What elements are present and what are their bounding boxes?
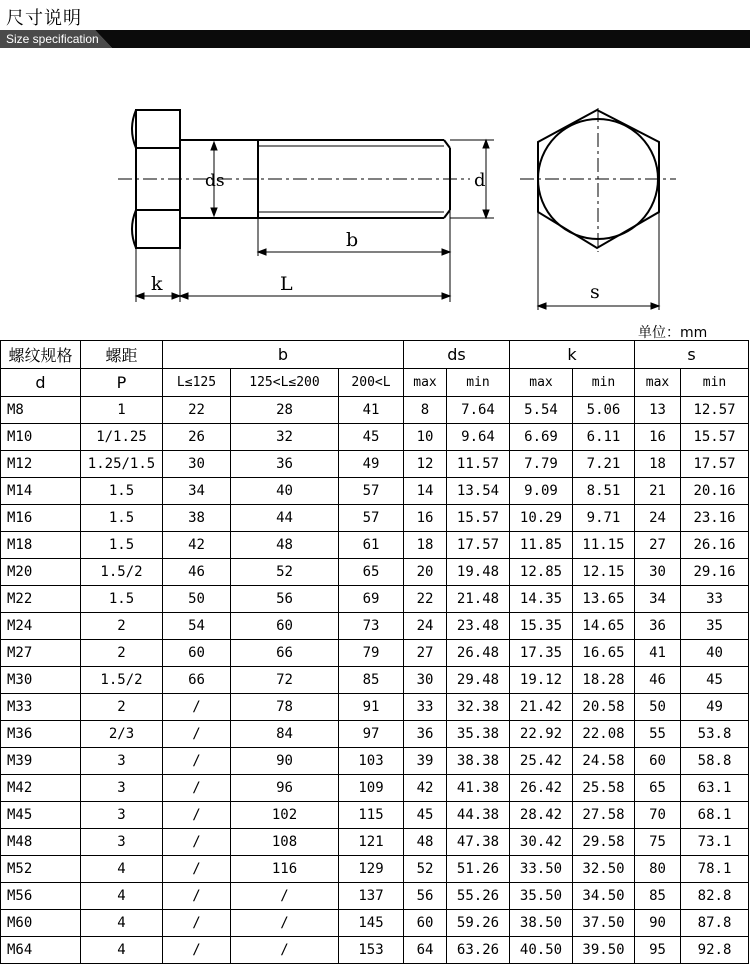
cell-s-max: 41 [635, 640, 681, 667]
cell-thread: M42 [1, 775, 81, 802]
cell-thread: M56 [1, 883, 81, 910]
cell-thread: M12 [1, 451, 81, 478]
cell-b-l125: 30 [163, 451, 231, 478]
cell-b-l125: / [163, 883, 231, 910]
cell-k-max: 5.54 [510, 397, 573, 424]
cell-ds-max: 24 [404, 613, 447, 640]
table-row [1, 478, 749, 505]
cell-ds-min: 35.38 [447, 721, 510, 748]
cell-s-max: 46 [635, 667, 681, 694]
cell-ds-min: 32.38 [447, 694, 510, 721]
cell-ds-min: 38.38 [447, 748, 510, 775]
cell-s-min: 58.8 [681, 748, 749, 775]
cell-pitch: 2/3 [81, 721, 163, 748]
cell-k-min: 29.58 [573, 829, 635, 856]
cell-k-min: 7.21 [573, 451, 635, 478]
cell-s-max: 50 [635, 694, 681, 721]
cell-b-l125: / [163, 721, 231, 748]
cell-pitch: 3 [81, 829, 163, 856]
table-row [1, 559, 749, 586]
cell-b-l125: / [163, 802, 231, 829]
cell-s-min: 17.57 [681, 451, 749, 478]
cell-b-l125: / [163, 937, 231, 964]
cell-s-min: 82.8 [681, 883, 749, 910]
cell-k-max: 35.50 [510, 883, 573, 910]
cell-k-min: 13.65 [573, 586, 635, 613]
cell-pitch: 4 [81, 937, 163, 964]
cell-b-l125: 22 [163, 397, 231, 424]
cell-b-l125: / [163, 775, 231, 802]
cell-k-max: 10.29 [510, 505, 573, 532]
cell-b-l125: 26 [163, 424, 231, 451]
cell-ds-min: 11.57 [447, 451, 510, 478]
cell-pitch: 1/1.25 [81, 424, 163, 451]
cell-k-min: 22.08 [573, 721, 635, 748]
cell-k-min: 12.15 [573, 559, 635, 586]
cell-ds-max: 30 [404, 667, 447, 694]
cell-k-max: 22.92 [510, 721, 573, 748]
col-k-min: min [573, 369, 635, 397]
cell-s-max: 27 [635, 532, 681, 559]
cell-s-min: 78.1 [681, 856, 749, 883]
s-label: s [590, 281, 600, 303]
table-row [1, 694, 749, 721]
table-row [1, 937, 749, 964]
cell-k-max: 12.85 [510, 559, 573, 586]
cell-b-lover200: 129 [339, 856, 404, 883]
cell-k-max: 19.12 [510, 667, 573, 694]
cell-k-max: 38.50 [510, 910, 573, 937]
col-s-min: min [681, 369, 749, 397]
cell-b-lover200: 137 [339, 883, 404, 910]
cell-ds-min: 51.26 [447, 856, 510, 883]
cell-ds-max: 12 [404, 451, 447, 478]
cell-k-max: 21.42 [510, 694, 573, 721]
cell-ds-min: 9.64 [447, 424, 510, 451]
cell-ds-min: 19.48 [447, 559, 510, 586]
cell-ds-max: 52 [404, 856, 447, 883]
title-bar-shape [0, 30, 750, 48]
table-row [1, 640, 749, 667]
cell-pitch: 2 [81, 640, 163, 667]
bolt-drawing-svg [0, 80, 750, 320]
cell-k-min: 32.50 [573, 856, 635, 883]
cell-ds-min: 7.64 [447, 397, 510, 424]
unit-label: 单位：mm [638, 325, 708, 341]
cell-b-lover200: 85 [339, 667, 404, 694]
cell-b-l200: 108 [231, 829, 339, 856]
cell-s-min: 33 [681, 586, 749, 613]
cell-s-min: 12.57 [681, 397, 749, 424]
cell-ds-min: 47.38 [447, 829, 510, 856]
cell-s-max: 60 [635, 748, 681, 775]
cell-s-min: 23.16 [681, 505, 749, 532]
cell-k-min: 37.50 [573, 910, 635, 937]
col-thread-cn: 螺纹规格 [1, 341, 81, 369]
cell-s-min: 35 [681, 613, 749, 640]
cell-b-l200: 102 [231, 802, 339, 829]
col-ds: ds [404, 341, 510, 369]
cell-ds-max: 39 [404, 748, 447, 775]
col-b: b [163, 341, 404, 369]
cell-s-min: 26.16 [681, 532, 749, 559]
cell-pitch: 1.25/1.5 [81, 451, 163, 478]
cell-b-l125: 54 [163, 613, 231, 640]
col-ds-min: min [447, 369, 510, 397]
cell-k-min: 34.50 [573, 883, 635, 910]
cell-k-max: 33.50 [510, 856, 573, 883]
end-chamfer-bottom [444, 210, 450, 218]
cell-b-lover200: 73 [339, 613, 404, 640]
cell-pitch: 1.5 [81, 532, 163, 559]
cell-ds-max: 27 [404, 640, 447, 667]
cell-ds-max: 45 [404, 802, 447, 829]
cell-b-l200: 96 [231, 775, 339, 802]
cell-b-l125: / [163, 856, 231, 883]
cell-thread: M60 [1, 910, 81, 937]
cell-ds-min: 26.48 [447, 640, 510, 667]
cell-b-lover200: 65 [339, 559, 404, 586]
cell-k-min: 16.65 [573, 640, 635, 667]
k-label: k [151, 273, 163, 295]
cell-b-lover200: 57 [339, 505, 404, 532]
table-row [1, 505, 749, 532]
cell-b-lover200: 69 [339, 586, 404, 613]
cell-b-l125: 50 [163, 586, 231, 613]
cell-ds-max: 16 [404, 505, 447, 532]
cell-ds-max: 14 [404, 478, 447, 505]
cell-pitch: 4 [81, 910, 163, 937]
cell-ds-max: 20 [404, 559, 447, 586]
col-b-lover200: 200<L [339, 369, 404, 397]
cell-b-lover200: 109 [339, 775, 404, 802]
d-label: d [474, 170, 486, 191]
cell-thread: M18 [1, 532, 81, 559]
cell-s-max: 65 [635, 775, 681, 802]
cell-s-max: 24 [635, 505, 681, 532]
col-s-max: max [635, 369, 681, 397]
col-pitch-sym: P [81, 369, 163, 397]
cell-ds-max: 8 [404, 397, 447, 424]
cell-s-max: 85 [635, 883, 681, 910]
cell-b-lover200: 97 [339, 721, 404, 748]
table-body [1, 397, 749, 964]
title-bar [0, 30, 750, 48]
cell-ds-min: 23.48 [447, 613, 510, 640]
cell-s-max: 34 [635, 586, 681, 613]
cell-b-l125: 46 [163, 559, 231, 586]
cell-b-lover200: 91 [339, 694, 404, 721]
cell-k-min: 20.58 [573, 694, 635, 721]
cell-k-max: 25.42 [510, 748, 573, 775]
cell-b-l200: 72 [231, 667, 339, 694]
cell-s-min: 45 [681, 667, 749, 694]
cell-b-l200: 52 [231, 559, 339, 586]
cell-s-max: 55 [635, 721, 681, 748]
cell-k-min: 6.11 [573, 424, 635, 451]
cell-b-l125: / [163, 748, 231, 775]
end-chamfer-top [444, 140, 450, 148]
cell-thread: M52 [1, 856, 81, 883]
cell-pitch: 4 [81, 856, 163, 883]
cell-s-min: 29.16 [681, 559, 749, 586]
cell-pitch: 1.5/2 [81, 667, 163, 694]
cell-thread: M14 [1, 478, 81, 505]
cell-ds-max: 10 [404, 424, 447, 451]
col-b-l200: 125<L≤200 [231, 369, 339, 397]
cell-ds-max: 56 [404, 883, 447, 910]
cell-b-lover200: 103 [339, 748, 404, 775]
cell-pitch: 1.5/2 [81, 559, 163, 586]
cell-k-min: 25.58 [573, 775, 635, 802]
cell-k-max: 30.42 [510, 829, 573, 856]
cell-b-lover200: 41 [339, 397, 404, 424]
cell-k-min: 27.58 [573, 802, 635, 829]
cell-thread: M10 [1, 424, 81, 451]
cell-ds-min: 44.38 [447, 802, 510, 829]
cell-b-l200: 44 [231, 505, 339, 532]
cell-b-l125: 38 [163, 505, 231, 532]
col-s: s [635, 341, 749, 369]
cell-s-max: 70 [635, 802, 681, 829]
cell-pitch: 1.5 [81, 478, 163, 505]
table-row [1, 667, 749, 694]
cell-ds-min: 63.26 [447, 937, 510, 964]
cell-b-l200: 40 [231, 478, 339, 505]
cell-thread: M48 [1, 829, 81, 856]
table-row [1, 829, 749, 856]
cell-thread: M22 [1, 586, 81, 613]
cell-ds-max: 64 [404, 937, 447, 964]
cell-k-max: 14.35 [510, 586, 573, 613]
L-label: L [280, 273, 293, 295]
cell-b-l200: 84 [231, 721, 339, 748]
cell-b-lover200: 115 [339, 802, 404, 829]
cell-k-max: 26.42 [510, 775, 573, 802]
col-pitch-cn: 螺距 [81, 341, 163, 369]
cell-ds-min: 29.48 [447, 667, 510, 694]
cell-k-min: 14.65 [573, 613, 635, 640]
cell-s-max: 75 [635, 829, 681, 856]
cell-b-l125: 60 [163, 640, 231, 667]
cell-thread: M8 [1, 397, 81, 424]
cell-b-l200: 116 [231, 856, 339, 883]
table-header-row-1 [1, 341, 749, 369]
cell-b-l125: 66 [163, 667, 231, 694]
col-k: k [510, 341, 635, 369]
cell-thread: M24 [1, 613, 81, 640]
cell-k-max: 7.79 [510, 451, 573, 478]
cell-s-max: 80 [635, 856, 681, 883]
cell-s-max: 16 [635, 424, 681, 451]
cell-s-min: 15.57 [681, 424, 749, 451]
cell-b-l200: 90 [231, 748, 339, 775]
size-spec-table [0, 340, 749, 964]
cell-k-min: 18.28 [573, 667, 635, 694]
cell-b-l200: / [231, 910, 339, 937]
cell-b-l125: 34 [163, 478, 231, 505]
cell-ds-max: 36 [404, 721, 447, 748]
cell-ds-min: 15.57 [447, 505, 510, 532]
cell-ds-min: 59.26 [447, 910, 510, 937]
cell-b-lover200: 49 [339, 451, 404, 478]
cell-b-l125: / [163, 694, 231, 721]
cell-pitch: 3 [81, 802, 163, 829]
cell-b-l200: 56 [231, 586, 339, 613]
cell-s-max: 30 [635, 559, 681, 586]
section-title-cn: 尺寸说明 [6, 8, 82, 29]
cell-k-max: 17.35 [510, 640, 573, 667]
col-b-l125: L≤125 [163, 369, 231, 397]
cell-ds-max: 60 [404, 910, 447, 937]
cell-pitch: 2 [81, 613, 163, 640]
cell-thread: M36 [1, 721, 81, 748]
cell-b-lover200: 145 [339, 910, 404, 937]
table-row [1, 613, 749, 640]
col-ds-max: max [404, 369, 447, 397]
cell-b-l200: / [231, 937, 339, 964]
cell-k-max: 11.85 [510, 532, 573, 559]
ds-arrow-bottom [211, 208, 217, 216]
cell-b-l125: / [163, 910, 231, 937]
cell-thread: M27 [1, 640, 81, 667]
cell-s-min: 53.8 [681, 721, 749, 748]
cell-s-max: 90 [635, 910, 681, 937]
b-label: b [346, 229, 359, 251]
cell-s-min: 73.1 [681, 829, 749, 856]
cell-s-min: 40 [681, 640, 749, 667]
table-row [1, 532, 749, 559]
cell-ds-max: 42 [404, 775, 447, 802]
cell-k-max: 28.42 [510, 802, 573, 829]
cell-b-lover200: 57 [339, 478, 404, 505]
col-k-max: max [510, 369, 573, 397]
cell-k-max: 15.35 [510, 613, 573, 640]
section-header [0, 0, 750, 50]
table-row [1, 424, 749, 451]
table-row [1, 910, 749, 937]
cell-thread: M39 [1, 748, 81, 775]
cell-k-max: 9.09 [510, 478, 573, 505]
table-row [1, 451, 749, 478]
cell-k-min: 5.06 [573, 397, 635, 424]
table-row [1, 721, 749, 748]
cell-s-max: 13 [635, 397, 681, 424]
cell-thread: M64 [1, 937, 81, 964]
cell-thread: M33 [1, 694, 81, 721]
cell-pitch: 1.5 [81, 505, 163, 532]
cell-k-min: 24.58 [573, 748, 635, 775]
cell-pitch: 3 [81, 748, 163, 775]
cell-ds-min: 13.54 [447, 478, 510, 505]
table-row [1, 397, 749, 424]
table-row [1, 775, 749, 802]
cell-b-l125: 42 [163, 532, 231, 559]
cell-k-max: 40.50 [510, 937, 573, 964]
cell-ds-min: 55.26 [447, 883, 510, 910]
cell-b-l125: / [163, 829, 231, 856]
cell-b-l200: 32 [231, 424, 339, 451]
cell-b-l200: 48 [231, 532, 339, 559]
cell-s-min: 20.16 [681, 478, 749, 505]
cell-k-min: 39.50 [573, 937, 635, 964]
cell-pitch: 1 [81, 397, 163, 424]
cell-s-max: 36 [635, 613, 681, 640]
cell-b-l200: 28 [231, 397, 339, 424]
cell-ds-max: 48 [404, 829, 447, 856]
cell-ds-max: 18 [404, 532, 447, 559]
cell-s-max: 21 [635, 478, 681, 505]
cell-s-min: 49 [681, 694, 749, 721]
cell-thread: M20 [1, 559, 81, 586]
cell-pitch: 4 [81, 883, 163, 910]
cell-thread: M45 [1, 802, 81, 829]
cell-s-min: 92.8 [681, 937, 749, 964]
cell-ds-min: 41.38 [447, 775, 510, 802]
cell-ds-min: 21.48 [447, 586, 510, 613]
ds-label: ds [205, 171, 225, 191]
cell-k-min: 11.15 [573, 532, 635, 559]
table-header-row-2 [1, 369, 749, 397]
cell-ds-max: 33 [404, 694, 447, 721]
cell-s-min: 87.8 [681, 910, 749, 937]
cell-b-l200: / [231, 883, 339, 910]
cell-pitch: 1.5 [81, 586, 163, 613]
section-title-en: Size specification [6, 32, 99, 46]
cell-b-lover200: 61 [339, 532, 404, 559]
cell-ds-min: 17.57 [447, 532, 510, 559]
cell-k-min: 8.51 [573, 478, 635, 505]
cell-b-l200: 78 [231, 694, 339, 721]
cell-thread: M30 [1, 667, 81, 694]
cell-k-min: 9.71 [573, 505, 635, 532]
cell-s-max: 95 [635, 937, 681, 964]
bolt-drawing [0, 80, 750, 320]
cell-ds-max: 22 [404, 586, 447, 613]
cell-b-lover200: 45 [339, 424, 404, 451]
cell-b-l200: 66 [231, 640, 339, 667]
table-row [1, 802, 749, 829]
cell-thread: M16 [1, 505, 81, 532]
cell-pitch: 3 [81, 775, 163, 802]
cell-s-min: 68.1 [681, 802, 749, 829]
cell-b-lover200: 121 [339, 829, 404, 856]
cell-b-lover200: 153 [339, 937, 404, 964]
table-row [1, 883, 749, 910]
ds-arrow-top [211, 142, 217, 150]
cell-s-max: 18 [635, 451, 681, 478]
cell-b-l200: 60 [231, 613, 339, 640]
table-row [1, 856, 749, 883]
table-row [1, 748, 749, 775]
table-row [1, 586, 749, 613]
cell-b-lover200: 79 [339, 640, 404, 667]
cell-b-l200: 36 [231, 451, 339, 478]
cell-s-min: 63.1 [681, 775, 749, 802]
cell-k-max: 6.69 [510, 424, 573, 451]
cell-pitch: 2 [81, 694, 163, 721]
col-thread-sym: d [1, 369, 81, 397]
